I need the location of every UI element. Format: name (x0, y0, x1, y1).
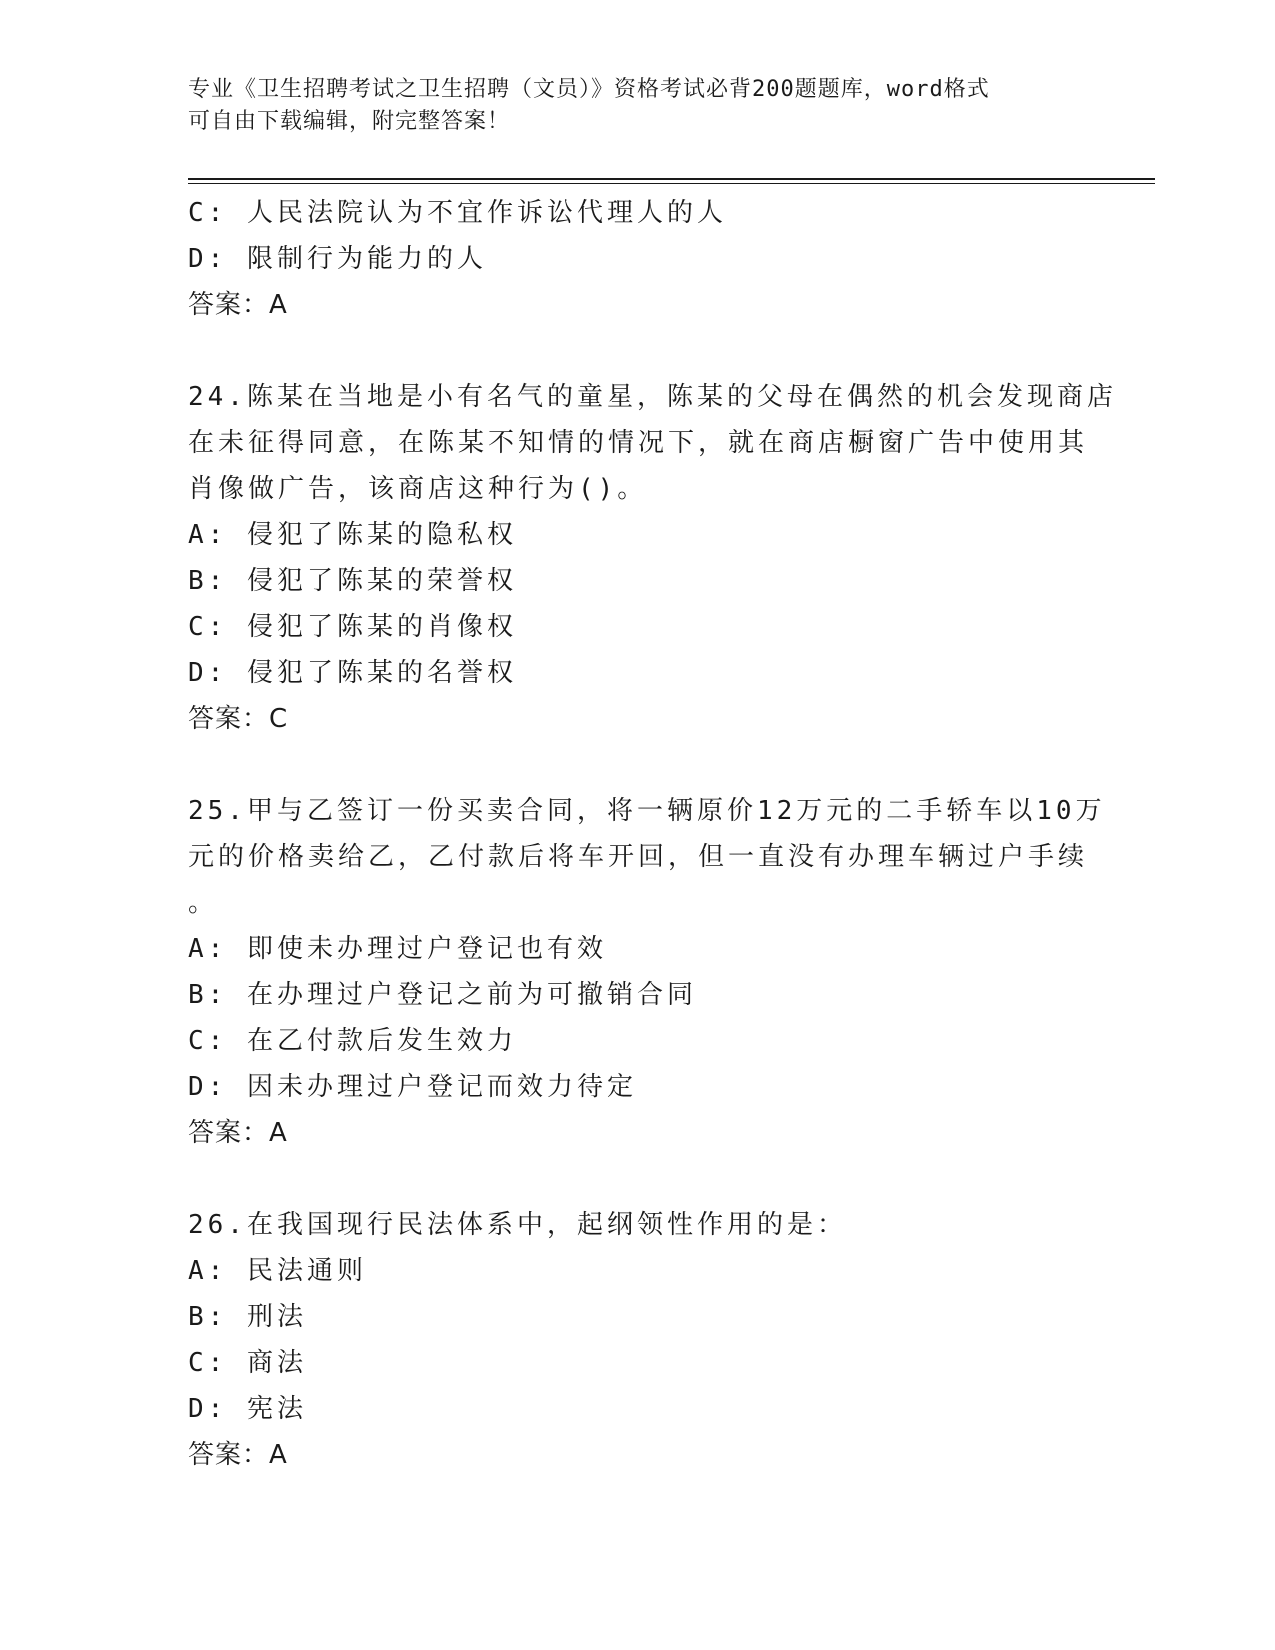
option-d: D: 宪法 (188, 1394, 307, 1424)
option-a: A: 即使未办理过户登记也有效 (188, 934, 607, 964)
question-24 (188, 374, 1117, 742)
option-d: D: 侵犯了陈某的名誉权 (188, 658, 517, 688)
header-line-2: 可自由下载编辑，附完整答案！ (188, 109, 511, 134)
header-line-1: 专业《卫生招聘考试之卫生招聘（文员）》资格考试必背200题题库，word格式 (188, 77, 990, 102)
question-stem: 。 (188, 888, 219, 918)
option-c: C: 人民法院认为不宜作诉讼代理人的人 (188, 198, 727, 228)
option-c: C: 在乙付款后发生效力 (188, 1026, 517, 1056)
option-a: A: 民法通则 (188, 1256, 367, 1286)
question-list (188, 190, 1117, 1478)
question-stem: 24.陈某在当地是小有名气的童星，陈某的父母在偶然的机会发现商店 (188, 382, 1117, 412)
option-b: B: 刑法 (188, 1302, 307, 1332)
question-stem: 肖像做广告，该商店这种行为()。 (188, 474, 648, 504)
answer-line: 答案：C (188, 704, 289, 734)
option-c: C: 商法 (188, 1348, 307, 1378)
question-25 (188, 788, 1106, 1156)
question-stem: 元的价格卖给乙，乙付款后将车开回，但一直没有办理车辆过户手续 (188, 842, 1089, 872)
question-stem: 在未征得同意，在陈某不知情的情况下，就在商店橱窗广告中使用其 (188, 428, 1089, 458)
header-rule-thin (188, 183, 1155, 184)
question-26 (188, 1202, 1088, 1478)
question-stem: 25.甲与乙签订一份买卖合同，将一辆原价12万元的二手轿车以10万 (188, 796, 1106, 826)
option-c: C: 侵犯了陈某的肖像权 (188, 612, 517, 642)
option-d: D: 因未办理过户登记而效力待定 (188, 1072, 637, 1102)
answer-line: 答案：A (188, 290, 288, 320)
answer-line: 答案：A (188, 1440, 288, 1470)
document-header (188, 74, 1088, 138)
option-b: B: 在办理过户登记之前为可撤销合同 (188, 980, 697, 1010)
question-stem: 26.在我国现行民法体系中，起纲领性作用的是： (188, 1210, 847, 1240)
question-23-tail (188, 190, 1088, 328)
header-rule-thick (188, 178, 1155, 180)
option-d: D: 限制行为能力的人 (188, 244, 487, 274)
option-b: B: 侵犯了陈某的荣誉权 (188, 566, 517, 596)
answer-line: 答案：A (188, 1118, 288, 1148)
option-a: A: 侵犯了陈某的隐私权 (188, 520, 517, 550)
